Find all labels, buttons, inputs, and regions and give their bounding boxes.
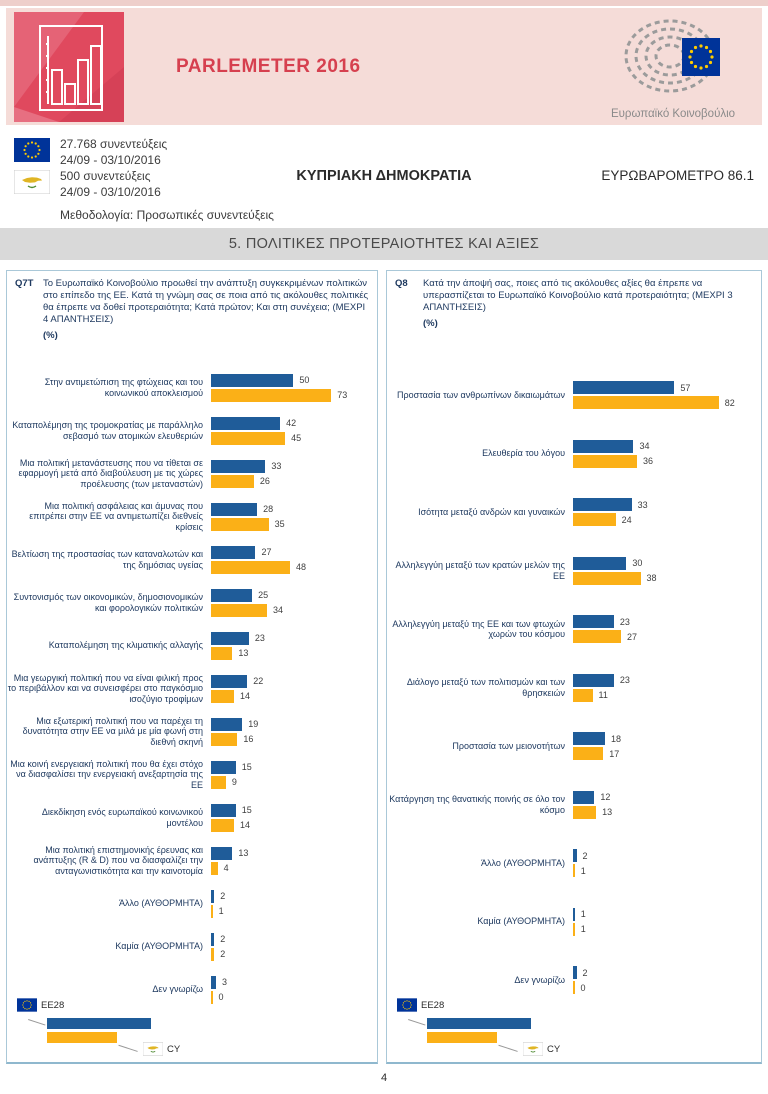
bar-ee28 <box>211 374 293 387</box>
bar-ee28 <box>211 460 265 473</box>
bar-pair <box>211 545 377 575</box>
bar-value-label: 2 <box>220 949 226 959</box>
legend-cy-label: CY <box>167 1043 181 1055</box>
legend-connector <box>498 1039 519 1052</box>
bar-value-label: 24 <box>621 514 632 525</box>
bar-value-label: 1 <box>580 909 586 920</box>
bar-line <box>211 646 377 661</box>
bar-value-label: 50 <box>299 375 310 385</box>
bar-pair <box>211 373 377 403</box>
country-title: ΚΥΠΡΙΑΚΗ ΔΗΜΟΚΡΑΤΙΑ <box>296 168 472 184</box>
chart-row <box>387 893 761 952</box>
bar-value-label: 2 <box>220 934 226 944</box>
bar-ee28 <box>211 718 242 731</box>
bar-line <box>573 556 761 571</box>
bar-ee28 <box>573 791 594 804</box>
bar-value-label: 34 <box>639 441 650 452</box>
bar-pair <box>573 790 761 820</box>
bar-cy <box>211 604 267 617</box>
bar-pair <box>211 760 377 790</box>
bar-ee28 <box>211 503 257 516</box>
bar-ee28 <box>573 966 577 979</box>
bar-line <box>211 459 377 474</box>
bar-ee28 <box>211 632 249 645</box>
bar-value-label: 0 <box>218 992 224 1002</box>
chart-row <box>7 710 377 753</box>
bar-ee28 <box>573 732 605 745</box>
bar-line <box>211 560 377 575</box>
bar-value-label: 25 <box>258 590 269 600</box>
panel-q7t <box>6 270 378 1064</box>
bar-line <box>211 861 377 876</box>
category-label: Μια γεωργική πολιτική που να είναι φιλική προς το περιβάλλον και να συνεισφέρει στο παγκόσμιο ισοζύγιο τροφίμων <box>7 672 203 704</box>
eu-sample-size: 27.768 συνεντεύξεις <box>60 137 168 151</box>
bar-line <box>211 502 377 517</box>
bar-value-label: 1 <box>580 865 586 876</box>
bar-line <box>573 629 761 644</box>
bar-value-label: 13 <box>238 848 249 858</box>
bar-pair <box>211 975 377 1005</box>
category-label: Καταπολέμηση της τρομοκρατίας με παράλληλο σεβασμό των ατομικών ελευθεριών <box>12 419 203 441</box>
legend-eu-bar <box>427 1018 531 1029</box>
bar-cy <box>573 630 621 643</box>
bar-value-label: 73 <box>337 390 348 400</box>
category-label: Άλλο (ΑΥΘΟΡΜΗΤΑ) <box>118 898 203 909</box>
bar-pair <box>573 965 761 995</box>
bar-ee28 <box>211 890 214 903</box>
bar-ee28 <box>573 381 674 394</box>
q8-code: Q8 <box>395 278 408 289</box>
chart-row <box>7 538 377 581</box>
bar-cy <box>573 981 575 994</box>
bar-ee28 <box>211 589 252 602</box>
chart-row <box>7 839 377 882</box>
bar-value-label: 13 <box>238 648 249 658</box>
legend-cy-label: CY <box>547 1043 561 1055</box>
bar-value-label: 33 <box>637 499 648 510</box>
bar-line <box>211 803 377 818</box>
bar-line <box>211 431 377 446</box>
chart-row <box>387 659 761 718</box>
panel-q8 <box>386 270 762 1064</box>
category-label: Στην αντιμετώπιση της φτώχειας και του κοινωνικού αποκλεισμού <box>44 376 203 398</box>
bar-value-label: 38 <box>646 573 657 584</box>
legend-cy-bar <box>427 1032 497 1043</box>
bar-value-label: 2 <box>582 850 588 861</box>
bar-pair <box>211 459 377 489</box>
category-label: Καμία (ΑΥΘΟΡΜΗΤΑ) <box>477 916 565 927</box>
bar-ee28 <box>573 908 575 921</box>
bar-pair <box>211 416 377 446</box>
bar-line <box>573 439 761 454</box>
bar-line <box>573 571 761 586</box>
bar-ee28 <box>573 498 632 511</box>
bar-value-label: 4 <box>223 863 229 873</box>
bar-line <box>211 603 377 618</box>
bar-line <box>573 614 761 629</box>
legend-eu-label: EE28 <box>41 999 65 1011</box>
q8-text: Κατά την άποψή σας, ποιες από τις ακόλουθες αξίες θα έπρεπε να υπερασπίζεται το Ευρωπαϊκό Κοινοβούλιο κατά προτεραιότητα; (ΜΕΧΡΙ 3 ΑΠΑΝΤΗΣΕΙΣ) <box>423 278 733 313</box>
category-label: Διάλογο μεταξύ των πολιτισμών και των θρησκειών <box>406 677 565 698</box>
bar-value-label: 19 <box>248 719 259 729</box>
category-label: Συντονισμός των οικονομικών, δημοσιονομικών και φορολογικών πολιτικών <box>13 591 203 613</box>
q8-question-block <box>387 271 761 362</box>
bar-line <box>573 965 761 980</box>
bar-cy <box>573 513 616 526</box>
bar-line <box>211 947 377 962</box>
bar-pair <box>211 803 377 833</box>
legend-connector <box>28 1011 48 1025</box>
bar-line <box>211 416 377 431</box>
page-number: 4 <box>380 1072 388 1084</box>
bar-ee28 <box>211 761 236 774</box>
chart-row <box>7 753 377 796</box>
bar-cy <box>211 475 254 488</box>
category-label: Μια πολιτική επιστημονικής έρευνας και ανάπτυξης (R & D) που να διασφαλίζει την ανταγωνιστικότητα και την καινοτομία <box>33 844 203 876</box>
bar-value-label: 82 <box>724 397 735 408</box>
bar-line <box>573 673 761 688</box>
bar-value-label: 26 <box>259 476 270 486</box>
methodology-note: Μεθοδολογία: Προσωπικές συνεντεύξεις <box>60 208 274 222</box>
bar-cy <box>573 747 603 760</box>
bar-value-label: 3 <box>221 977 227 987</box>
legend-connector <box>408 1011 428 1025</box>
bar-cy <box>211 905 213 918</box>
bar-line <box>211 717 377 732</box>
category-label: Καταπολέμηση της κλιματικής αλλαγής <box>48 640 203 651</box>
legend-connector <box>118 1039 139 1052</box>
bar-value-label: 1 <box>218 906 224 916</box>
chart-row <box>387 717 761 776</box>
bar-value-label: 9 <box>231 777 237 787</box>
european-parliament-logo <box>598 14 748 122</box>
bar-cy <box>573 923 575 936</box>
bar-value-label: 30 <box>632 558 643 569</box>
category-label: Δεν γνωρίζω <box>514 974 565 985</box>
bar-line <box>211 732 377 747</box>
chart-row <box>7 409 377 452</box>
q7t-code: Q7T <box>15 278 34 289</box>
bar-value-label: 12 <box>600 792 611 803</box>
bar-line <box>573 746 761 761</box>
chart-row <box>7 925 377 968</box>
bar-line <box>573 790 761 805</box>
bar-line <box>211 517 377 532</box>
bar-line <box>573 805 761 820</box>
bar-value-label: 14 <box>240 820 251 830</box>
category-label: Μια εξωτερική πολιτική που να παρέχει τη δυνατότητα στην ΕΕ να μιλά με μία φωνή στη διεθνή σκηνή <box>22 715 203 747</box>
bar-ee28 <box>211 417 280 430</box>
hemicycle-icon <box>598 14 748 102</box>
bar-cy <box>211 518 269 531</box>
chart-row <box>7 882 377 925</box>
bar-pair <box>211 502 377 532</box>
eu-flag-icon <box>17 998 37 1012</box>
bar-pair <box>211 631 377 661</box>
bar-value-label: 57 <box>680 382 691 393</box>
bar-ee28 <box>573 557 626 570</box>
category-label: Μια πολιτική μετανάστευσης που να τίθεται σε εφαρμογή μετά από διαβούλευση με τις χώρες προέλευσης (των μεταναστών) <box>18 457 203 489</box>
chart-row <box>387 600 761 659</box>
bar-value-label: 48 <box>296 562 307 572</box>
chart-row <box>7 624 377 667</box>
bar-cy <box>211 733 237 746</box>
bar-pair <box>573 673 761 703</box>
bar-pair <box>573 907 761 937</box>
cy-sample-size: 500 συνεντεύξεις <box>60 169 151 183</box>
chart-row <box>7 796 377 839</box>
category-label: Ισότητα μεταξύ ανδρών και γυναικών <box>418 506 565 517</box>
category-label: Αλληλεγγύη μεταξύ της ΕΕ και των φτωχών χωρών του κόσμου <box>392 618 565 640</box>
bar-value-label: 28 <box>263 504 274 514</box>
bar-pair <box>211 932 377 962</box>
chart-row <box>387 776 761 835</box>
bar-ee28 <box>211 804 236 817</box>
bar-line <box>211 373 377 388</box>
section-title: 5. ΠΟΛΙΤΙΚΕΣ ΠΡΟΤΕΡΑΙΟΤΗΤΕΣ ΚΑΙ ΑΞΙΕΣ <box>0 228 768 260</box>
bar-line <box>211 990 377 1005</box>
bar-pair <box>211 674 377 704</box>
chart-row <box>387 366 761 425</box>
bar-value-label: 1 <box>580 924 586 935</box>
category-label: Καμία (ΑΥΘΟΡΜΗΤΑ) <box>115 941 203 952</box>
chart-row <box>7 366 377 409</box>
bar-line <box>211 932 377 947</box>
bar-cy <box>211 819 234 832</box>
legend-eu-label: EE28 <box>421 999 445 1011</box>
bar-ee28 <box>573 849 577 862</box>
q7t-legend <box>17 998 217 1054</box>
bar-pair <box>573 848 761 878</box>
category-label: Προστασία των ανθρωπίνων δικαιωμάτων <box>397 389 565 400</box>
category-label: Δεν γνωρίζω <box>152 984 203 995</box>
bar-line <box>573 497 761 512</box>
eu-flag-icon <box>14 138 50 162</box>
bar-line <box>211 388 377 403</box>
legend-eu-bar <box>47 1018 151 1029</box>
bar-value-label: 33 <box>271 461 282 471</box>
q7t-text: Το Ευρωπαϊκό Κοινοβούλιο προωθεί την ανάπτυξη συγκεκριμένων πολιτικών στο επίπεδο της ΕΕ. Κατά τη γνώμη σας σε ποια από τις ακόλουθες πολιτικές θα έπρεπε να δοθεί προτεραιότητα; Κατά πρώτον; Και στη συνέχεια; (ΜΕΧΡΙ 4 ΑΠΑΝΤΗΣΕΙΣ) <box>43 278 369 325</box>
bar-cy <box>211 948 214 961</box>
bar-value-label: 35 <box>274 519 285 529</box>
category-label: Βελτίωση της προστασίας των καταναλωτών και της δημόσιας υγείας <box>11 548 203 570</box>
bar-cy <box>211 776 226 789</box>
bar-cy <box>573 689 593 702</box>
bar-ee28 <box>573 440 633 453</box>
legend-cy-bar <box>47 1032 117 1043</box>
bar-line <box>573 454 761 469</box>
chart-row <box>387 834 761 893</box>
bar-value-label: 18 <box>611 733 622 744</box>
bar-value-label: 42 <box>286 418 297 428</box>
bar-pair <box>573 731 761 761</box>
category-label: Άλλο (ΑΥΘΟΡΜΗΤΑ) <box>480 857 565 868</box>
bar-pair <box>573 439 761 469</box>
bar-ee28 <box>211 675 247 688</box>
parlemeter-logo-icon <box>14 12 124 122</box>
q8-legend <box>397 998 597 1054</box>
chart-row <box>7 495 377 538</box>
bar-value-label: 2 <box>582 967 588 978</box>
bar-line <box>211 545 377 560</box>
page-top-strip <box>0 0 768 6</box>
bar-cy <box>573 806 596 819</box>
cy-fieldwork-dates: 24/09 - 03/10/2016 <box>60 185 161 199</box>
bar-pair <box>573 614 761 644</box>
survey-title: ΕΥΡΩΒΑΡΟΜΕΤΡΟ 86.1 <box>601 168 754 183</box>
bar-line <box>573 512 761 527</box>
bar-value-label: 45 <box>291 433 302 443</box>
bar-pair <box>573 380 761 410</box>
bar-pair <box>211 889 377 919</box>
bar-pair <box>573 556 761 586</box>
bar-cy <box>573 572 641 585</box>
category-label: Διεκδίκηση ενός ευρωπαϊκού κοινωνικού μοντέλου <box>41 806 203 828</box>
category-label: Μια κοινή ενεργειακή πολιτική που θα έχει στόχο να διασφαλίσει την ενεργειακή ανεξαρτησία της ΕΕ <box>10 758 203 790</box>
bar-value-label: 2 <box>220 891 226 901</box>
bar-ee28 <box>573 615 614 628</box>
bar-line <box>573 848 761 863</box>
bar-cy <box>573 864 575 877</box>
q8-bar-chart <box>387 366 761 1010</box>
cyprus-flag-icon <box>143 1042 163 1056</box>
bar-line <box>211 674 377 689</box>
bar-ee28 <box>573 674 614 687</box>
bar-line <box>211 775 377 790</box>
eu-fieldwork-dates: 24/09 - 03/10/2016 <box>60 153 161 167</box>
bar-cy <box>211 389 331 402</box>
bar-line <box>573 922 761 937</box>
bar-line <box>573 907 761 922</box>
eu-flag-icon <box>397 998 417 1012</box>
header-band <box>6 8 762 125</box>
bar-pair <box>211 588 377 618</box>
page-title: PARLEMETER 2016 <box>176 56 361 77</box>
chart-row <box>7 581 377 624</box>
chart-row <box>387 542 761 601</box>
q8-unit: (%) <box>423 317 438 329</box>
bar-value-label: 23 <box>619 675 630 686</box>
chart-row <box>387 483 761 542</box>
bar-value-label: 23 <box>254 633 265 643</box>
bar-line <box>211 588 377 603</box>
bar-line <box>211 975 377 990</box>
bar-cy <box>211 647 232 660</box>
bar-line <box>211 760 377 775</box>
bar-line <box>573 380 761 395</box>
bar-ee28 <box>211 847 232 860</box>
bar-line <box>211 689 377 704</box>
bar-cy <box>573 396 719 409</box>
bar-line <box>573 731 761 746</box>
bar-value-label: 23 <box>619 616 630 627</box>
chart-row <box>387 425 761 484</box>
bar-value-label: 27 <box>261 547 272 557</box>
bar-value-label: 15 <box>241 805 252 815</box>
category-label: Προστασία των μειονοτήτων <box>452 740 565 751</box>
category-label: Ελευθερία του λόγου <box>482 448 565 459</box>
ep-logo-caption: Ευρωπαϊκό Κοινοβούλιο <box>610 108 736 120</box>
bar-line <box>573 395 761 410</box>
bar-value-label: 27 <box>627 631 638 642</box>
cyprus-flag-icon <box>523 1042 543 1056</box>
bar-value-label: 34 <box>273 605 284 615</box>
bar-line <box>573 980 761 995</box>
bar-value-label: 13 <box>602 807 613 818</box>
bar-ee28 <box>211 976 216 989</box>
bar-cy <box>573 455 637 468</box>
bar-cy <box>211 432 285 445</box>
bar-line <box>573 863 761 878</box>
bar-line <box>211 846 377 861</box>
q7t-question-block <box>7 271 377 362</box>
q7t-unit: (%) <box>43 329 58 341</box>
bar-cy <box>211 561 290 574</box>
bar-value-label: 11 <box>598 690 608 701</box>
category-label: Μια πολιτική ασφάλειας και άμυνας που επιτρέπει στην ΕΕ να αντιμετωπίζει διεθνείς κρίσεις <box>29 500 203 532</box>
bar-line <box>211 904 377 919</box>
bar-value-label: 17 <box>609 748 620 759</box>
bar-line <box>211 474 377 489</box>
chart-row <box>7 452 377 495</box>
bar-line <box>573 688 761 703</box>
category-label: Αλληλεγγύη μεταξύ των κρατών μελών της ΕΕ <box>395 560 565 581</box>
bar-value-label: 36 <box>643 456 654 467</box>
bar-value-label: 15 <box>241 762 252 772</box>
bar-cy <box>211 690 234 703</box>
bar-value-label: 0 <box>580 982 586 993</box>
bar-line <box>211 889 377 904</box>
bar-value-label: 14 <box>240 691 251 701</box>
bar-ee28 <box>211 546 255 559</box>
chart-row <box>7 667 377 710</box>
bar-pair <box>211 717 377 747</box>
bar-line <box>211 818 377 833</box>
bar-pair <box>573 497 761 527</box>
bar-pair <box>211 846 377 876</box>
bar-line <box>211 631 377 646</box>
q7t-bar-chart <box>7 366 377 1011</box>
category-label: Κατάργηση της θανατικής ποινής σε όλο τον κόσμο <box>389 794 565 815</box>
bar-value-label: 16 <box>243 734 254 744</box>
bar-value-label: 22 <box>253 676 264 686</box>
bar-ee28 <box>211 933 214 946</box>
bar-cy <box>211 862 218 875</box>
